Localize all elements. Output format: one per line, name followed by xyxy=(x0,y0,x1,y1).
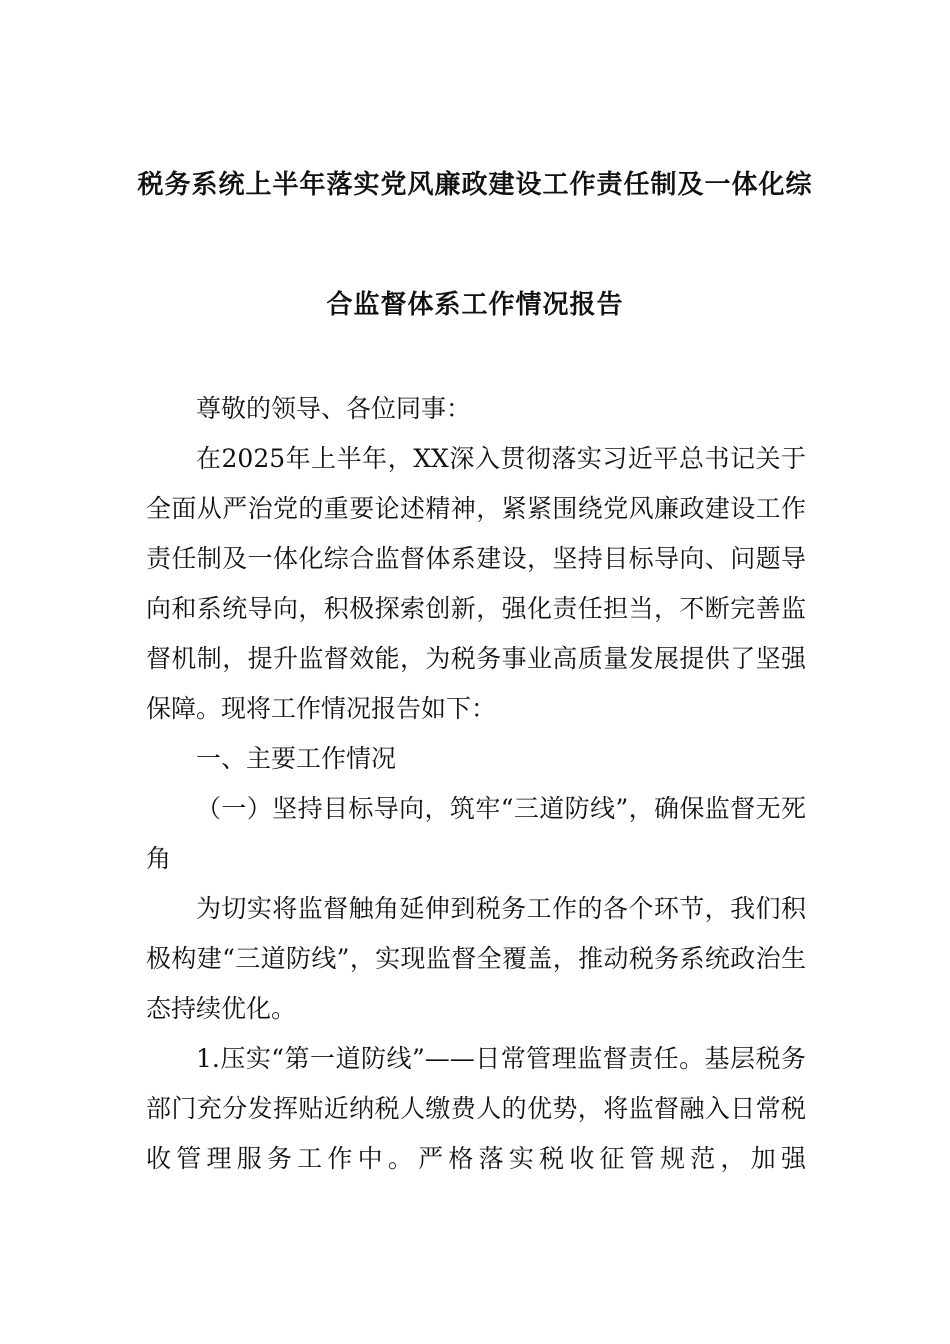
document-title-line-1: 税务系统上半年落实党风廉政建设工作责任制及一体化综 xyxy=(137,170,813,200)
subsection-heading: （一）坚持目标导向，筑牢“三道防线”，确保监督无死角 xyxy=(146,794,806,873)
section-heading: 一、主要工作情况 xyxy=(196,744,397,773)
subsection-paragraph: 为切实将监督触角延伸到税务工作的各个环节，我们积极构建“三道防线”，实现监督全覆盖，推动税务系统政治生态持续优化。 xyxy=(146,894,806,1023)
document-title-line-2: 合监督体系工作情况报告 xyxy=(326,290,624,320)
intro-paragraph: 在2025年上半年，XX深入贯彻落实习近平总书记关于全面从严治党的重要论述精神，紧紧围绕党风廉政建设工作责任制及一体化综合监督体系建设，坚持目标导向、问题导向和系统导向，积极探索创新，强化责任担当，不断完善监督机制，提升监督效能，为税务事业高质量发展提供了坚强保障。现将工作情况报告如下： xyxy=(146,444,806,723)
item-paragraph: 1.压实“第一道防线”——日常管理监督责任。基层税务部门充分发挥贴近纳税人缴费人的优势，将监督融入日常税收管理服务工作中。严格落实税收征管规范，加强 xyxy=(146,1044,806,1173)
document-body xyxy=(146,384,806,1184)
salutation: 尊敬的领导、各位同事： xyxy=(196,394,472,423)
